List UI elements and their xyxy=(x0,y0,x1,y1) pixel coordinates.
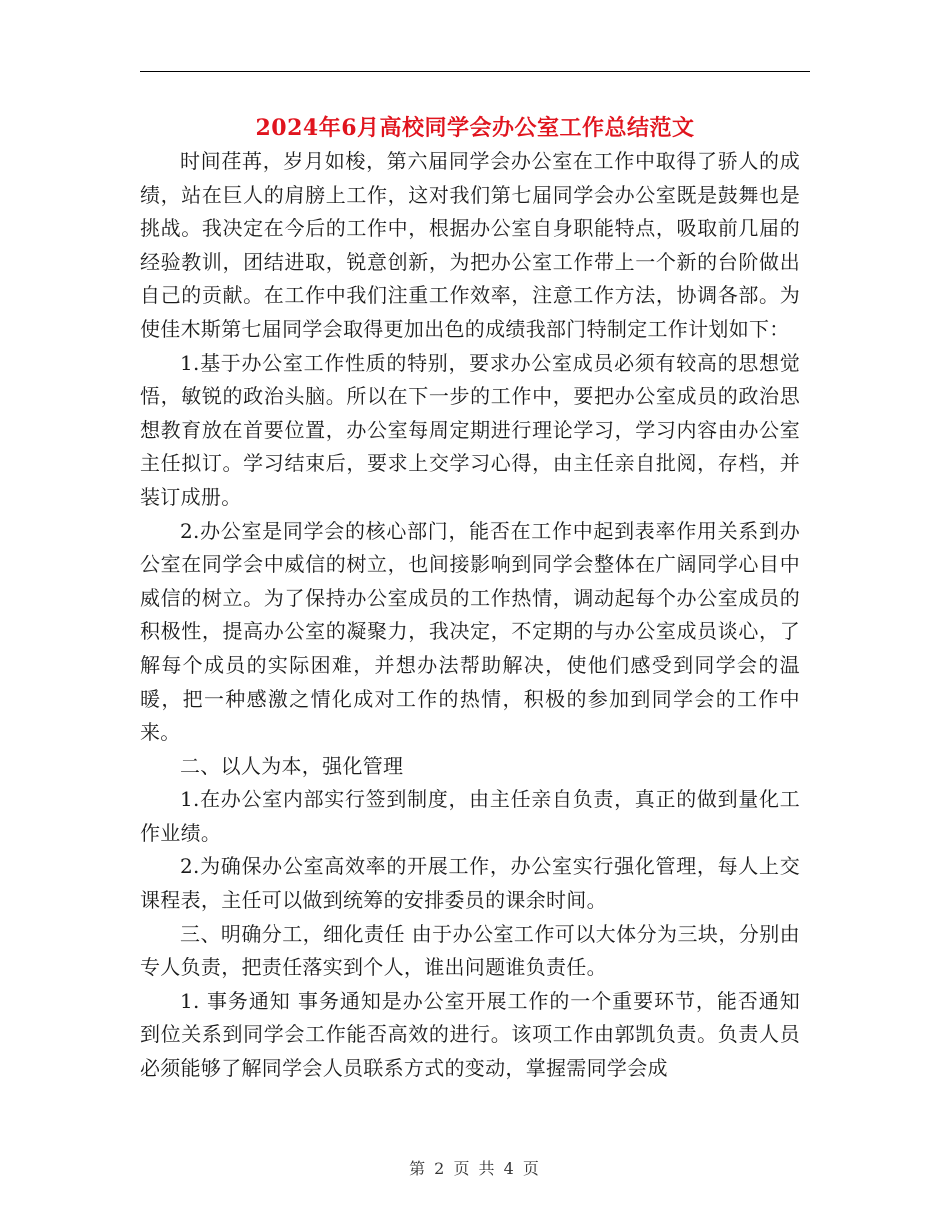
paragraph-intro: 时间荏苒，岁月如梭，第六届同学会办公室在工作中取得了骄人的成绩，站在巨人的肩膀上工作，这对我们第七届同学会办公室既是鼓舞也是挑战。我决定在今后的工作中，根据办公室自身职能特点，吸取前几届的经验教训，团结进取，锐意创新，为把办公室工作带上一个新的台阶做出自己的贡献。在工作中我们注重工作效率，注意工作方法，协调各部。为使佳木斯第七届同学会取得更加出色的成绩我部门特制定工作计划如下： xyxy=(140,149,800,341)
paragraph-section2-item-1: 1.在办公室内部实行签到制度，由主任亲自负责，真正的做到量化工作业绩。 xyxy=(140,787,800,845)
document-title: 2024年6月高校同学会办公室工作总结范文 xyxy=(255,115,695,141)
section-heading-3: 三、明确分工，细化责任 由于办公室工作可以大体分为三块，分别由专人负责，把责任落实到个人，谁出问题谁负责任。 xyxy=(140,921,800,980)
paragraph-item-1: 1.基于办公室工作性质的特别，要求办公室成员必须有较高的思想觉悟，敏锐的政治头脑。所以在下一步的工作中，要把办公室成员的政治思想教育放在首要位置，办公室每周定期进行理论学习，学习内容由办公室主任拟订。学习结束后，要求上交学习心得，由主任亲自批阅，存档，并装订成册。 xyxy=(140,350,800,509)
paragraph-item-2: 2.办公室是同学会的核心部门，能否在工作中起到表率作用关系到办公室在同学会中威信的树立，也间接影响到同学会整体在广阔同学心目中威信的树立。为了保持办公室成员的工作热情，调动起每个办公室成员的积极性，提高办公室的凝聚力，我决定，不定期的与办公室成员谈心，了解每个成员的实际困难，并想办法帮助解决，使他们感受到同学会的温暖，把一种感激之情化成对工作的热情，积极的参加到同学会的工作中来。 xyxy=(140,518,800,745)
section-heading-2: 二、以人为本，强化管理 xyxy=(180,753,404,778)
page-number-footer: 第 2 页 共 4 页 xyxy=(409,1159,541,1178)
document-body xyxy=(140,145,800,1086)
header-rule xyxy=(140,71,810,72)
paragraph-section2-item-2: 2.为确保办公室高效率的开展工作，办公室实行强化管理，每人上交课程表，主任可以做到统筹的安排委员的课余时间。 xyxy=(140,854,800,913)
paragraph-section3-item-1: 1. 事务通知 事务通知是办公室开展工作的一个重要环节，能否通知到位关系到同学会工作能否高效的进行。该项工作由郭凯负责。负责人员必须能够了解同学会人员联系方式的变动，掌握需同学会成 xyxy=(140,988,800,1081)
